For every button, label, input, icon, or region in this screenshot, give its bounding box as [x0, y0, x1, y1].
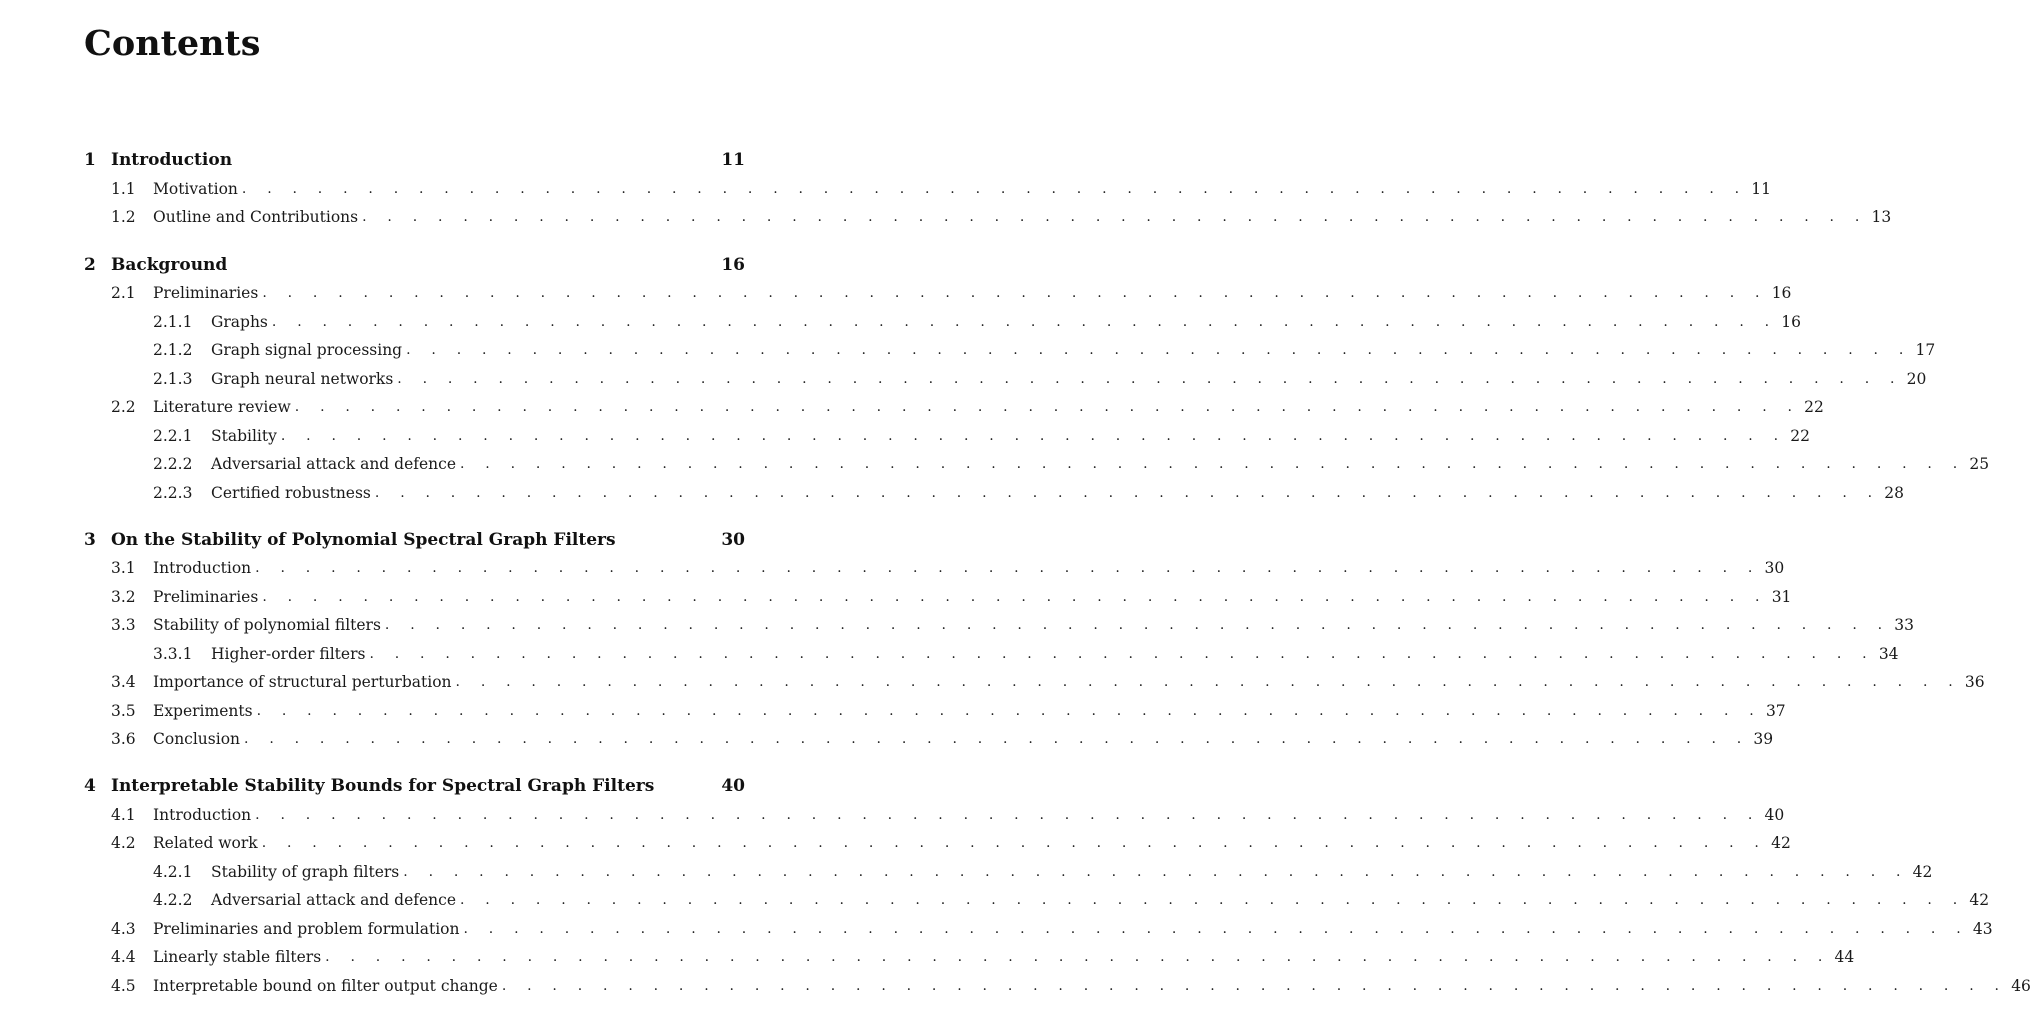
chapter-title: Background	[111, 255, 228, 275]
entry-title: Graph neural networks	[211, 370, 394, 388]
toc-entry-2-1-2[interactable]	[153, 337, 1936, 363]
entry-page-number: 31	[1771, 588, 1792, 606]
toc-entry-3-3-1[interactable]	[153, 641, 1899, 667]
dot-leader: . . . . . . . . . . . . . . . . . . . . . . . . . . . . . . . . . . . . . . . . . . . . . . . . . . . . . . . . . . . .	[501, 978, 2008, 994]
toc-entry-3-3[interactable]	[111, 612, 1915, 638]
entry-title: Related work	[153, 834, 258, 852]
toc-entry-4-4[interactable]	[111, 944, 1855, 970]
toc-entry-4-2-1[interactable]	[153, 859, 1933, 885]
entry-number: 3.3	[111, 616, 136, 634]
entry-page-number: 16	[1781, 313, 1802, 331]
entry-number: 2.2.2	[153, 455, 193, 473]
entry-page-number: 39	[1753, 730, 1774, 748]
entry-number: 3.5	[111, 702, 136, 720]
dot-leader: . . . . . . . . . . . . . . . . . . . . . . . . . . . . . . . . . . . . . . . . . . . . . . . . . . . . . . . . . . . .	[244, 731, 1750, 747]
entry-number: 4.2	[111, 834, 136, 852]
entry-number: 4.5	[111, 977, 136, 995]
entry-number: 4.2.1	[153, 863, 193, 881]
dot-leader: . . . . . . . . . . . . . . . . . . . . . . . . . . . . . . . . . . . . . . . . . . . . . . . . . . . . . . . . . . . .	[262, 285, 1768, 301]
entry-title: Motivation	[153, 180, 238, 198]
entry-number: 2.2.1	[153, 427, 193, 445]
dot-leader: . . . . . . . . . . . . . . . . . . . . . . . . . . . . . . . . . . . . . . . . . . . . . . . . . . . . . . . . . . . .	[255, 560, 1761, 576]
entry-number: 3.6	[111, 730, 136, 748]
entry-number: 1.2	[111, 208, 136, 226]
toc-entry-2-1[interactable]	[111, 280, 1792, 306]
toc-entry-2-1-3[interactable]	[153, 366, 1927, 392]
entry-page-number: 22	[1790, 427, 1810, 445]
entry-number: 4.3	[111, 920, 136, 938]
toc-entry-4-2[interactable]	[111, 830, 1791, 856]
entry-title: Graphs	[211, 313, 268, 331]
entry-page-number: 36	[1964, 673, 1985, 691]
entry-title: Outline and Contributions	[153, 208, 359, 226]
entry-title: Conclusion	[153, 730, 241, 748]
entry-number: 3.4	[111, 673, 136, 691]
entry-title: Experiments	[153, 702, 253, 720]
entry-title: Adversarial attack and defence	[211, 455, 456, 473]
entry-title: Preliminaries	[153, 588, 259, 606]
entry-page-number: 33	[1894, 616, 1915, 634]
entry-number: 3.3.1	[153, 645, 193, 663]
entry-page-number: 16	[1771, 284, 1792, 302]
chapter-number: 1	[84, 150, 96, 170]
entry-title: Certified robustness	[211, 484, 371, 502]
chapter-page-number: 16	[721, 255, 745, 275]
dot-leader: . . . . . . . . . . . . . . . . . . . . . . . . . . . . . . . . . . . . . . . . . . . . . . . . . . . . . . . . . . . .	[294, 399, 1801, 415]
entry-number: 4.4	[111, 948, 136, 966]
dot-leader: . . . . . . . . . . . . . . . . . . . . . . . . . . . . . . . . . . . . . . . . . . . . . . . . . . . . . . . . . . . .	[384, 617, 1891, 633]
entry-title: Higher-order filters	[211, 645, 366, 663]
entry-number: 3.2	[111, 588, 136, 606]
entry-number: 2.1.1	[153, 313, 193, 331]
entry-page-number: 22	[1804, 398, 1824, 416]
dot-leader: . . . . . . . . . . . . . . . . . . . . . . . . . . . . . . . . . . . . . . . . . . . . . . . . . . . . . . . . . . . .	[460, 892, 1966, 908]
entry-page-number: 17	[1915, 341, 1936, 359]
toc-entry-1-1[interactable]	[111, 176, 1771, 202]
entry-page-number: 37	[1765, 702, 1786, 720]
dot-leader: . . . . . . . . . . . . . . . . . . . . . . . . . . . . . . . . . . . . . . . . . . . . . . . . . . . . . . . . . . . .	[460, 456, 1966, 472]
toc-entry-1-2[interactable]	[111, 204, 1892, 230]
entry-page-number: 13	[1871, 208, 1892, 226]
dot-leader: . . . . . . . . . . . . . . . . . . . . . . . . . . . . . . . . . . . . . . . . . . . . . . . . . . . . . . . . . . . .	[369, 646, 1875, 662]
chapter-page-number: 30	[721, 530, 745, 550]
toc-entry-4-2-2[interactable]	[153, 887, 1990, 913]
entry-title: Preliminaries and problem formulation	[153, 920, 460, 938]
chapter-page-number: 40	[721, 776, 745, 796]
entry-number: 2.2.3	[153, 484, 193, 502]
entry-title: Adversarial attack and defence	[211, 891, 456, 909]
entry-number: 2.1.2	[153, 341, 193, 359]
chapter-heading-1[interactable]	[84, 147, 745, 173]
dot-leader: . . . . . . . . . . . . . . . . . . . . . . . . . . . . . . . . . . . . . . . . . . . . . . . . . . . . . . . . . . . .	[325, 949, 1831, 965]
toc-entry-4-1[interactable]	[111, 802, 1785, 828]
entry-title: Stability	[211, 427, 277, 445]
chapter-page-number: 11	[721, 150, 745, 170]
entry-page-number: 43	[1972, 920, 1993, 938]
dot-leader: . . . . . . . . . . . . . . . . . . . . . . . . . . . . . . . . . . . . . . . . . . . . . . . . . . . . . . . . . . . .	[241, 181, 1748, 197]
chapter-title: On the Stability of Polynomial Spectral Graph Filters	[111, 530, 616, 550]
dot-leader: . . . . . . . . . . . . . . . . . . . . . . . . . . . . . . . . . . . . . . . . . . . . . . . . . . . . . . . . . . . .	[256, 703, 1762, 719]
dot-leader: . . . . . . . . . . . . . . . . . . . . . . . . . . . . . . . . . . . . . . . . . . . . . . . . . . . . . . . . . . . .	[397, 371, 1903, 387]
dot-leader: . . . . . . . . . . . . . . . . . . . . . . . . . . . . . . . . . . . . . . . . . . . . . . . . . . . . . . . . . . . .	[255, 807, 1761, 823]
entry-page-number: 25	[1969, 455, 1990, 473]
entry-page-number: 42	[1969, 891, 1990, 909]
dot-leader: . . . . . . . . . . . . . . . . . . . . . . . . . . . . . . . . . . . . . . . . . . . . . . . . . . . . . . . . . . . .	[271, 314, 1778, 330]
entry-page-number: 42	[1912, 863, 1933, 881]
chapter-heading-4[interactable]	[84, 773, 745, 799]
toc-entry-3-5[interactable]	[111, 698, 1786, 724]
toc-entry-3-4[interactable]	[111, 669, 1985, 695]
entry-title: Importance of structural perturbation	[153, 673, 452, 691]
entry-title: Introduction	[153, 806, 252, 824]
dot-leader: . . . . . . . . . . . . . . . . . . . . . . . . . . . . . . . . . . . . . . . . . . . . . . . . . . . . . . . . . . . .	[374, 485, 1881, 501]
toc-entry-2-2[interactable]	[111, 394, 1824, 420]
toc-entry-3-6[interactable]	[111, 726, 1774, 752]
entry-page-number: 28	[1884, 484, 1904, 502]
dot-leader: . . . . . . . . . . . . . . . . . . . . . . . . . . . . . . . . . . . . . . . . . . . . . . . . . . . . . . . . . . . .	[455, 674, 1961, 690]
entry-number: 2.1	[111, 284, 136, 302]
entry-title: Introduction	[153, 559, 252, 577]
entry-title: Stability of polynomial filters	[153, 616, 381, 634]
entry-number: 3.1	[111, 559, 136, 577]
toc-entry-2-2-3[interactable]	[153, 480, 1904, 506]
dot-leader: . . . . . . . . . . . . . . . . . . . . . . . . . . . . . . . . . . . . . . . . . . . . . . . . . . . . . . . . . . . .	[403, 864, 1909, 880]
dot-leader: . . . . . . . . . . . . . . . . . . . . . . . . . . . . . . . . . . . . . . . . . . . . . . . . . . . . . . . . . . . .	[463, 921, 1969, 937]
chapter-title: Introduction	[111, 150, 233, 170]
entry-number: 4.2.2	[153, 891, 193, 909]
toc-entry-4-5[interactable]	[111, 973, 2031, 999]
entry-number: 2.1.3	[153, 370, 193, 388]
entry-page-number: 34	[1878, 645, 1899, 663]
entry-page-number: 30	[1764, 559, 1785, 577]
entry-number: 4.1	[111, 806, 136, 824]
dot-leader: . . . . . . . . . . . . . . . . . . . . . . . . . . . . . . . . . . . . . . . . . . . . . . . . . . . . . . . . . . . .	[261, 835, 1768, 851]
toc-entry-3-2[interactable]	[111, 584, 1792, 610]
dot-leader: . . . . . . . . . . . . . . . . . . . . . . . . . . . . . . . . . . . . . . . . . . . . . . . . . . . . . . . . . . . .	[406, 342, 1912, 358]
chapter-number: 3	[84, 530, 96, 550]
entry-page-number: 42	[1771, 834, 1791, 852]
chapter-heading-3[interactable]	[84, 527, 745, 553]
entry-page-number: 44	[1834, 948, 1855, 966]
entry-page-number: 46	[2011, 977, 2031, 995]
chapter-heading-2[interactable]	[84, 252, 745, 278]
chapter-title: Interpretable Stability Bounds for Spectral Graph Filters	[111, 776, 655, 796]
entry-number: 2.2	[111, 398, 136, 416]
toc-entry-2-2-1[interactable]	[153, 423, 1810, 449]
toc-entry-2-1-1[interactable]	[153, 309, 1802, 335]
entry-title: Graph signal processing	[211, 341, 403, 359]
entry-title: Stability of graph filters	[211, 863, 400, 881]
entry-title: Interpretable bound on filter output change	[153, 977, 498, 995]
dot-leader: . . . . . . . . . . . . . . . . . . . . . . . . . . . . . . . . . . . . . . . . . . . . . . . . . . . . . . . . . . . .	[362, 209, 1868, 225]
dot-leader: . . . . . . . . . . . . . . . . . . . . . . . . . . . . . . . . . . . . . . . . . . . . . . . . . . . . . . . . . . . .	[280, 428, 1787, 444]
entry-page-number: 11	[1751, 180, 1771, 198]
toc-entry-2-2-2[interactable]	[153, 451, 1990, 477]
toc-entry-3-1[interactable]	[111, 555, 1785, 581]
entry-title: Preliminaries	[153, 284, 259, 302]
entry-page-number: 40	[1764, 806, 1785, 824]
entry-title: Literature review	[153, 398, 291, 416]
entry-number: 1.1	[111, 180, 136, 198]
chapter-number: 4	[84, 776, 96, 796]
page-title: Contents	[84, 23, 261, 64]
entry-title: Linearly stable filters	[153, 948, 322, 966]
entry-page-number: 20	[1906, 370, 1927, 388]
toc-entry-4-3[interactable]	[111, 916, 1993, 942]
dot-leader: . . . . . . . . . . . . . . . . . . . . . . . . . . . . . . . . . . . . . . . . . . . . . . . . . . . . . . . . . . . .	[262, 589, 1768, 605]
chapter-number: 2	[84, 255, 96, 275]
